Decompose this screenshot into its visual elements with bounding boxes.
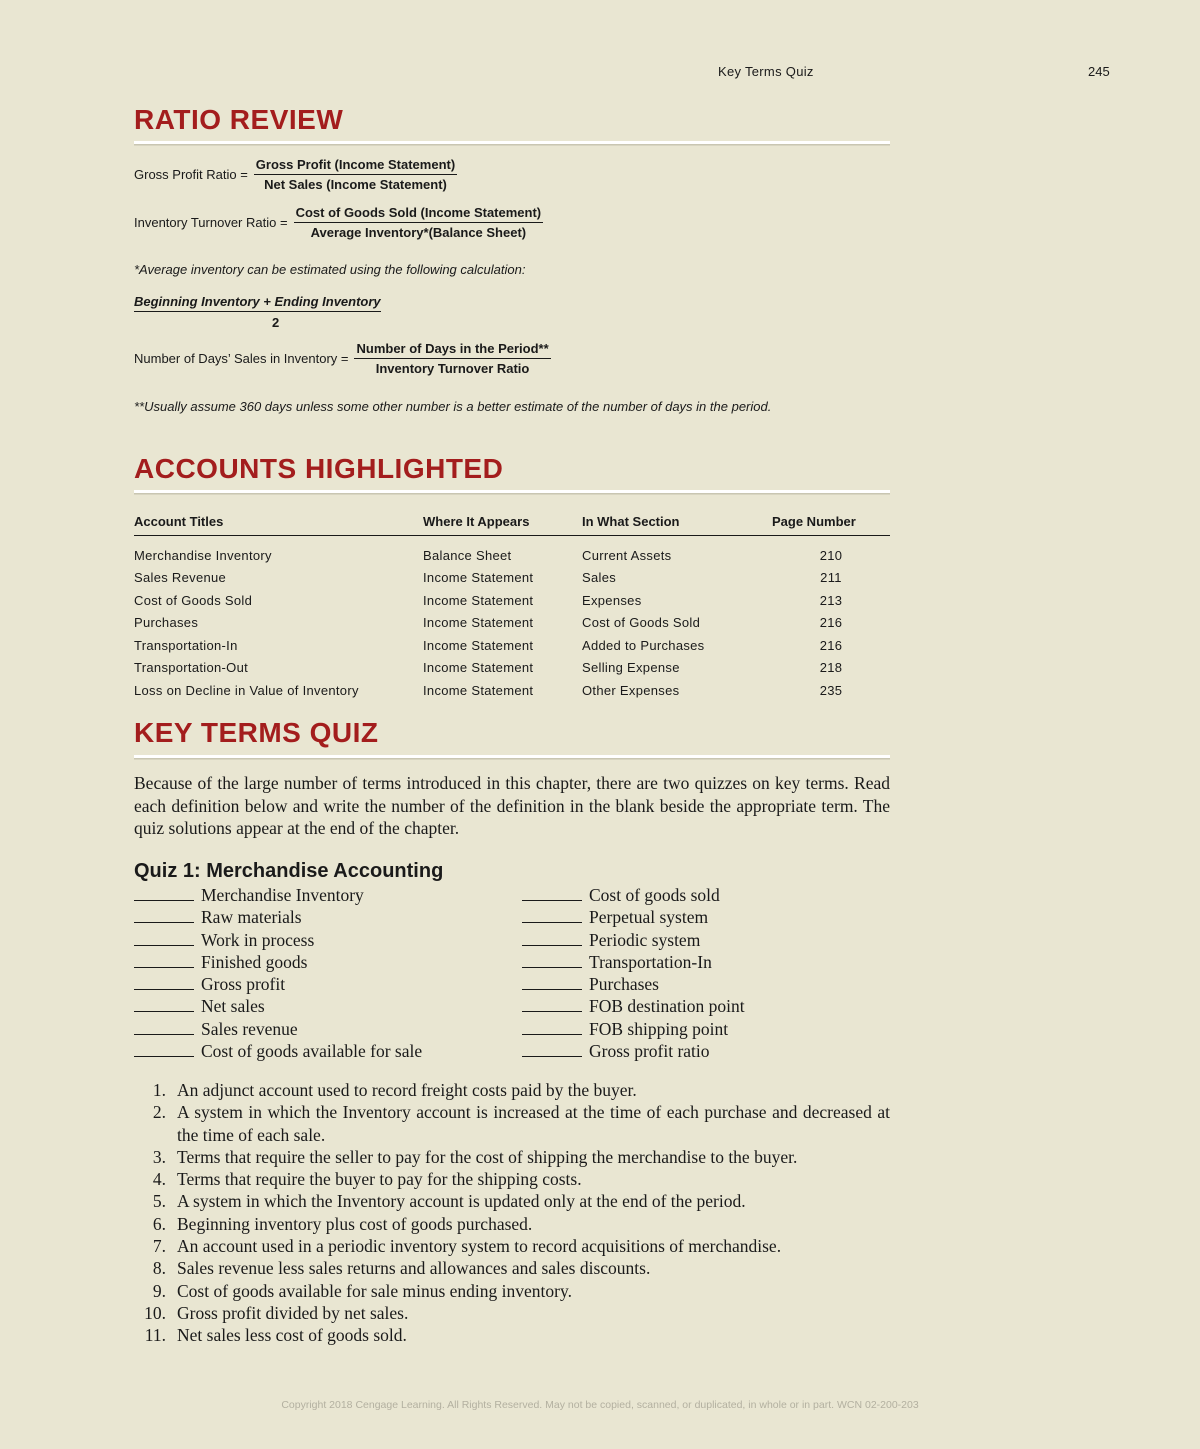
term-label: FOB destination point (589, 996, 745, 1017)
table-row (134, 679, 890, 702)
answer-blank[interactable] (522, 952, 582, 968)
definition-item (134, 1213, 890, 1235)
table-cell: 235 (819, 682, 843, 698)
answer-blank[interactable] (134, 952, 194, 968)
term-label: Cost of goods available for sale (201, 1041, 423, 1062)
table-cell: 210 (819, 547, 843, 563)
definition-item (134, 1190, 890, 1212)
term-label: Merchandise Inventory (201, 885, 364, 905)
term-row (522, 1040, 745, 1062)
definition-item (134, 1146, 890, 1168)
denominator: Inventory Turnover Ratio (375, 361, 530, 376)
table-cell: Income Statement (423, 660, 534, 676)
definitions-list (134, 1079, 890, 1347)
term-label: Raw materials (201, 907, 302, 928)
table-cell: Income Statement (423, 637, 534, 653)
term-row (522, 973, 745, 995)
definition-text: Gross profit divided by net sales. (177, 1302, 409, 1323)
formula-label: Gross Profit Ratio = (134, 167, 248, 182)
answer-blank[interactable] (134, 974, 194, 990)
denominator: Average Inventory*(Balance Sheet) (310, 225, 527, 240)
numerator: Gross Profit (Income Statement) (254, 157, 457, 175)
term-row (134, 906, 422, 928)
table-header-row (134, 512, 890, 536)
definition-item (134, 1324, 890, 1346)
answer-blank[interactable] (134, 1041, 194, 1057)
page-number: 245 (1088, 64, 1110, 79)
definition-text: Sales revenue less sales returns and allowances and sales discounts. (177, 1258, 651, 1279)
running-head: Key Terms Quiz (718, 64, 814, 79)
definition-item (134, 1079, 890, 1101)
answer-blank[interactable] (522, 885, 582, 901)
term-row (134, 973, 422, 995)
definition-text: An adjunct account used to record freight costs paid by the buyer. (177, 1080, 637, 1100)
accounts-table (134, 512, 890, 702)
terms-left-column (134, 884, 422, 1062)
answer-blank[interactable] (134, 907, 194, 923)
definition-item (134, 1101, 890, 1146)
answer-blank[interactable] (134, 930, 194, 946)
numerator: Cost of Goods Sold (Income Statement) (294, 205, 544, 223)
definition-item (134, 1168, 890, 1190)
term-label: Finished goods (201, 951, 308, 972)
table-cell: Current Assets (582, 547, 672, 563)
quiz-instructions: Because of the large number of terms introduced in this chapter, there are two quizzes on key terms. Read each definition below and write the number of the definition in the blank beside the appropriate term. The quiz solutions appear at the end of the chapter. (134, 773, 890, 838)
definition-item (134, 1280, 890, 1302)
definition-item (134, 1235, 890, 1257)
definition-text: Beginning inventory plus cost of goods purchased. (177, 1213, 533, 1234)
term-row (522, 884, 745, 906)
term-label: FOB shipping point (589, 1018, 729, 1039)
average-inventory-denominator: 2 (272, 315, 280, 330)
table-cell: Purchases (134, 615, 199, 631)
answer-blank[interactable] (134, 885, 194, 901)
term-row (522, 995, 745, 1017)
definition-number: 11. (144, 1325, 166, 1346)
term-label: Gross profit ratio (589, 1041, 710, 1062)
table-cell: Selling Expense (582, 660, 680, 676)
fraction (294, 205, 544, 240)
table-cell: Loss on Decline in Value of Inventory (134, 682, 359, 698)
answer-blank[interactable] (522, 930, 582, 946)
table-row (134, 612, 890, 635)
term-row (134, 884, 422, 906)
table-cell: Transportation-Out (134, 660, 249, 676)
gross-profit-formula (134, 157, 457, 192)
definition-text: Terms that require the buyer to pay for the shipping costs. (177, 1169, 582, 1190)
days-sales-formula (134, 341, 551, 376)
answer-blank[interactable] (134, 1019, 194, 1035)
table-cell: Expenses (582, 592, 642, 608)
inventory-turnover-formula (134, 205, 543, 240)
section-divider (134, 141, 890, 145)
fraction (254, 157, 457, 192)
key-terms-quiz-title: KEY TERMS QUIZ (134, 717, 379, 748)
definition-text: A system in which the Inventory account is updated only at the end of the period. (177, 1191, 746, 1212)
term-row (522, 906, 745, 928)
table-cell: Income Statement (423, 570, 534, 586)
definition-text: Terms that require the seller to pay for the cost of shipping the merchandise to the buyer. (177, 1146, 798, 1167)
definition-number: 10. (144, 1302, 166, 1323)
table-cell: Added to Purchases (582, 637, 705, 653)
table-cell: Income Statement (423, 615, 534, 631)
definition-number: 3. (152, 1146, 166, 1167)
table-cell: Transportation-In (134, 637, 238, 653)
table-cell: 216 (819, 637, 843, 653)
term-label: Gross profit (201, 974, 286, 995)
definition-number: 1. (152, 1080, 166, 1100)
term-label: Cost of goods sold (589, 885, 720, 905)
answer-blank[interactable] (522, 996, 582, 1012)
answer-blank[interactable] (522, 907, 582, 923)
definition-number: 7. (152, 1236, 166, 1257)
definition-text: An account used in a periodic inventory system to record acquisitions of merchandise. (177, 1236, 782, 1257)
definition-item (134, 1257, 890, 1279)
term-row (522, 951, 745, 973)
denominator: Net Sales (Income Statement) (264, 177, 447, 192)
term-row (134, 951, 422, 973)
table-row (134, 567, 890, 590)
table-cell: 213 (819, 592, 843, 608)
term-label: Sales revenue (201, 1018, 298, 1039)
definition-item (134, 1302, 890, 1324)
days-assumption-note: **Usually assume 360 days unless some other number is a better estimate of the number of days in the period. (134, 399, 772, 414)
term-label: Purchases (589, 974, 659, 995)
term-row (134, 995, 422, 1017)
table-cell: Sales Revenue (134, 570, 227, 586)
terms-right-column (522, 884, 745, 1062)
average-inventory-numerator: Beginning Inventory + Ending Inventory (134, 294, 381, 312)
table-cell: Other Expenses (582, 682, 680, 698)
fraction (354, 341, 550, 376)
term-label: Periodic system (589, 929, 701, 950)
accounts-highlighted-title: ACCOUNTS HIGHLIGHTED (134, 453, 504, 484)
term-label: Perpetual system (589, 907, 709, 928)
column-header: Where It Appears (423, 512, 582, 536)
table-row (134, 634, 890, 657)
answer-blank[interactable] (134, 996, 194, 1012)
table-cell: Cost of Goods Sold (582, 615, 701, 631)
definition-number: 4. (152, 1169, 166, 1190)
table-row (134, 589, 890, 612)
definition-text: Net sales less cost of goods sold. (177, 1325, 407, 1346)
definition-number: 5. (152, 1191, 166, 1212)
table-cell: Income Statement (423, 682, 534, 698)
table-cell: 218 (819, 660, 843, 676)
term-row (522, 929, 745, 951)
table-cell: 216 (819, 615, 843, 631)
term-label: Work in process (201, 929, 315, 950)
answer-blank[interactable] (522, 1041, 582, 1057)
column-header: In What Section (582, 512, 772, 536)
formula-label: Inventory Turnover Ratio = (134, 215, 288, 230)
numerator: Number of Days in the Period** (354, 341, 550, 359)
definition-number: 9. (152, 1280, 166, 1301)
column-header: Page Number (772, 512, 890, 536)
table-cell: Cost of Goods Sold (134, 592, 253, 608)
average-inventory-note: *Average inventory can be estimated using the following calculation: (134, 262, 526, 277)
term-row (134, 929, 422, 951)
table-row (134, 536, 890, 567)
definition-number: 2. (152, 1102, 166, 1123)
ratio-review-title: RATIO REVIEW (134, 104, 344, 135)
term-row (134, 1040, 422, 1062)
definition-number: 6. (152, 1213, 166, 1234)
definition-text: A system in which the Inventory account is increased at the time of each purchase and decreased at the time of each sale. (177, 1102, 890, 1145)
column-header: Account Titles (134, 512, 423, 536)
table-cell: Balance Sheet (423, 547, 512, 563)
answer-blank[interactable] (522, 974, 582, 990)
answer-blank[interactable] (522, 1019, 582, 1035)
definition-text: Cost of goods available for sale minus ending inventory. (177, 1280, 572, 1301)
section-divider (134, 755, 890, 759)
term-label: Transportation-In (589, 951, 712, 972)
copyright-footer: Copyright 2018 Cengage Learning. All Rights Reserved. May not be copied, scanned, or duplicated, in whole or in part. WCN 02-200-203 (281, 1399, 919, 1411)
definition-number: 8. (152, 1258, 166, 1279)
table-cell: 211 (820, 570, 842, 586)
section-divider (134, 490, 890, 494)
quiz-1-title: Quiz 1: Merchandise Accounting (134, 860, 444, 882)
table-cell: Income Statement (423, 592, 534, 608)
term-label: Net sales (201, 996, 265, 1017)
term-row (134, 1018, 422, 1040)
table-cell: Merchandise Inventory (134, 547, 272, 563)
table-cell: Sales (582, 570, 617, 586)
formula-label: Number of Days’ Sales in Inventory = (134, 351, 349, 366)
table-row (134, 657, 890, 680)
term-row (522, 1018, 745, 1040)
